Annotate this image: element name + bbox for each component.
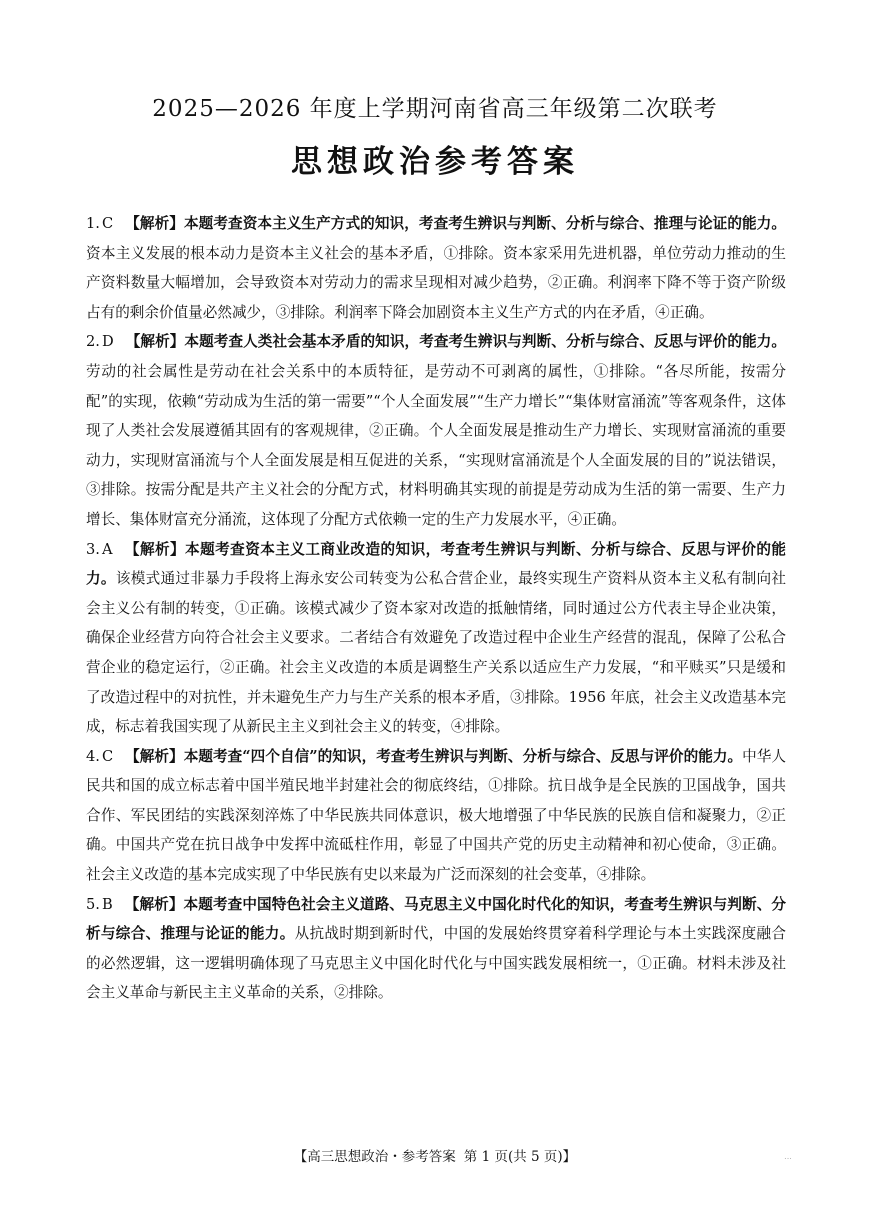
answer-item-4 — [86, 742, 786, 890]
answer-item-2 — [86, 327, 786, 534]
answer-list — [86, 209, 786, 1008]
answer-analysis-lead: 【解析】本题考查“四个自信”的知识，考查考生辨识与判断、分析与综合、反思与评价的能力。 — [125, 747, 743, 765]
answer-item-3 — [86, 535, 786, 742]
answer-number: 3. — [86, 540, 100, 558]
answer-number: 5. — [86, 895, 100, 913]
answer-choice: A — [101, 540, 113, 558]
answer-choice: C — [101, 215, 114, 232]
answer-analysis-lead: 【解析】本题考查中国特色社会主义道路、马克思主义中国化时代化的知识，考查考生辨识与判断、分析与综合、推理与论证的能力。 — [86, 895, 786, 943]
page-footer — [0, 1146, 870, 1168]
footer-course-label: 【高三思想政治・参考答案 — [293, 1149, 456, 1165]
answer-analysis-body: 从抗战时期到新时代，中国的发展始终贯穿着科学理论与本土实践深度融合的必然逻辑，这一逻辑明确体现了马克思主义中国化时代化与中国实践发展相统一，①正确。材料未涉及社会主义革命与新民主主义革命的关系，②排除。 — [86, 925, 786, 1002]
answer-number: 1. — [86, 215, 100, 232]
answer-analysis-body: 该模式通过非暴力手段将上海永安公司转变为公私合营企业，最终实现生产资料从资本主义私有制向社会主义公有制的转变，①正确。该模式减少了资本家对改造的抵触情绪，同时通过公方代表主导企业决策，确保企业经营方向符合社会主义要求。二者结合有效避免了改造过程中企业生产经营的混乱，保障了公私合营企业的稳定运行，②正确。社会主义改造的本质是调整生产关系以适应生产力发展，“和平赎买”只是缓和了改造过程中的对抗性，并未避免生产力与生产关系的根本矛盾，③排除。1956 年底，社会主义改造基本完成，标志着我国实现了从新民主主义到社会主义的转变，④排除。 — [86, 570, 786, 736]
document-subtitle: 思想政治参考答案 — [291, 144, 579, 180]
document-title: 2025—2026 年度上学期河南省高三年级第二次联考 — [152, 96, 718, 122]
answer-analysis-body: 中华人民共和国的成立标志着中国半殖民地半封建社会的彻底终结，①排除。抗日战争是全民族的卫国战争，国共合作、军民团结的实践深刻淬炼了中华民族共同体意识，极大地增强了中华民族的民族自信和凝聚力，②正确。中国共产党在抗日战争中发挥中流砥柱作用，彰显了中国共产党的历史主动精神和初心使命，③正确。社会主义改造的基本完成实现了中华民族有史以来最为广泛而深刻的社会变革，④排除。 — [86, 747, 786, 884]
answer-choice: D — [101, 333, 114, 351]
answer-item-5 — [86, 890, 786, 1008]
answer-analysis-lead: 【解析】本题考查人类社会基本矛盾的知识，考查考生辨识与判断、分析与综合、反思与评价的能力。 — [125, 333, 786, 351]
answer-number: 4. — [86, 747, 100, 765]
corner-mark: ... — [784, 1152, 792, 1161]
answer-analysis-body: 劳动的社会属性是劳动在社会关系中的本质特征，是劳动不可剥离的属性，①排除。“各尽所能，按需分配”的实现，依赖“劳动成为生活的第一需要”“个人全面发展”“生产力增长”“集体财富涌流”等客观条件，这体现了人类社会发展遵循其固有的客观规律，②正确。个人全面发展是推动生产力增长、实现财富涌流的重要动力，实现财富涌流与个人全面发展是相互促进的关系，“实现财富涌流是个人全面发展的目的”说法错误，③排除。按需分配是共产主义社会的分配方式，材料明确其实现的前提是劳动成为生活的第一需要、生产力增长、集体财富充分涌流，这体现了分配方式依赖一定的生产力发展水平，④正确。 — [86, 362, 786, 528]
footer-page-number: 第 1 页(共 5 页)】 — [463, 1149, 577, 1165]
answer-item-1 — [86, 209, 786, 327]
answer-number: 2. — [86, 333, 100, 351]
answer-choice: C — [101, 747, 114, 765]
answer-choice: B — [101, 895, 113, 913]
answer-analysis-lead: 【解析】本题考查资本主义生产方式的知识，考查考生辨识与判断、分析与综合、推理与论证的能力。 — [125, 215, 786, 232]
answer-analysis-lead: 【解析】本题考查资本主义工商业改造的知识，考查考生辨识与判断、分析与综合、反思与评价的能力。 — [86, 540, 786, 588]
answer-analysis-body: 资本主义发展的根本动力是资本主义社会的基本矛盾，①排除。资本家采用先进机器，单位劳动力推动的生产资料数量大幅增加，会导致资本对劳动力的需求呈现相对减少趋势，②正确。利润率下降不等于资产阶级占有的剩余价值量必然减少，③排除。利润率下降会加剧资本主义生产方式的内在矛盾，④正确。 — [86, 244, 786, 321]
